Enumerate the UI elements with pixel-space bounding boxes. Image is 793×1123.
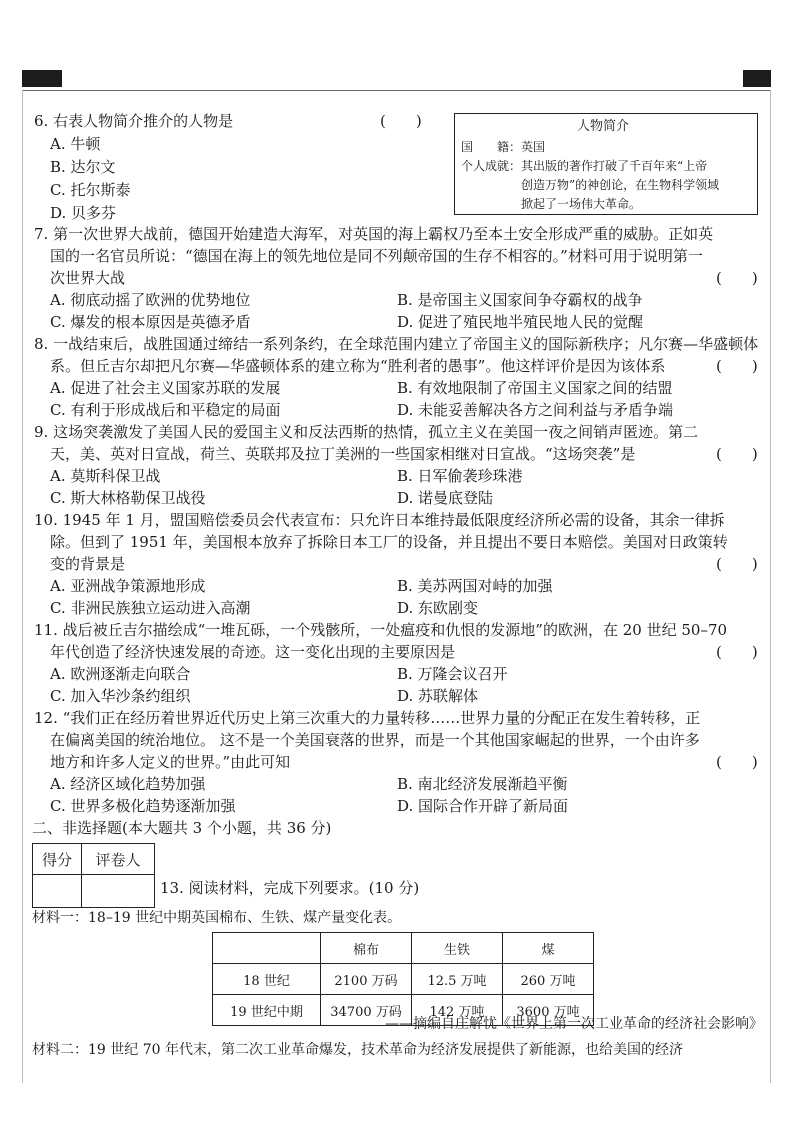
table-cell: 3600 万吨 — [503, 995, 594, 1026]
q7-line2: 国的一名官员所说：“德国在海上的领先地位是同不列颠帝国的生存不相容的。”材料可用于说明第一 — [50, 247, 703, 265]
q8-option-b: B. 有效地限制了帝国主义国家之间的结盟 — [397, 379, 673, 397]
q12-option-b: B. 南北经济发展渐趋平衡 — [397, 775, 568, 793]
right-border — [770, 90, 771, 1083]
q7-option-a: A. 彻底动摇了欧洲的优势地位 — [50, 291, 251, 309]
q10-option-d: D. 东欧剧变 — [397, 599, 479, 617]
profile-achievement-line2: 创造万物”的神创论，在生物科学领域 — [521, 178, 720, 192]
grader-header: 评卷人 — [82, 844, 155, 875]
q12-line1: 12. “我们正在经历着世界近代历史上第三次重大的力量转移……世界力量的分配正在发生着转移，正 — [34, 709, 701, 727]
q6-option-d: D. 贝多芬 — [50, 204, 117, 222]
profile-achievement-line1: 个人成就：其出版的著作打破了千百年来“上帝 — [461, 159, 708, 173]
q13-stem: 13. 阅读材料，完成下列要求。(10 分) — [160, 879, 420, 897]
q6-option-c: C. 托尔斯泰 — [50, 181, 131, 199]
source-citation: ——摘编自庄解忧《世界上第一次工业革命的经济社会影响》 — [385, 1016, 763, 1032]
table-cell: 142 万吨 — [412, 995, 503, 1026]
q8-answer-paren: ( ) — [716, 357, 758, 375]
profile-box — [454, 113, 758, 215]
table-cell: 260 万吨 — [503, 964, 594, 995]
q10-option-a: A. 亚洲战争策源地形成 — [50, 577, 206, 595]
q8-line1: 8. 一战结束后，战胜国通过缔结一系列条约，在全球范围内建立了帝国主义的国际新秩序；凡尔赛—华盛顿体 — [34, 335, 759, 353]
q12-option-a: A. 经济区域化趋势加强 — [50, 775, 206, 793]
registration-mark-left — [22, 70, 62, 87]
table-cell: 12.5 万吨 — [412, 964, 503, 995]
table-header-cell: 煤 — [503, 933, 594, 964]
score-header: 得分 — [33, 844, 82, 875]
profile-nationality: 国 籍：英国 — [461, 140, 546, 154]
material2-text: 材料二：19 世纪 70 年代末，第二次工业革命爆发，技术革命为经济发展提供了新能源，也给美国的经济 — [32, 1042, 683, 1058]
q8-line2: 系。但丘吉尔却把凡尔赛—华盛顿体系的建立称为“胜利者的愚事”。他这样评价是因为该体系 — [50, 357, 666, 375]
q7-line1: 7. 第一次世界大战前，德国开始建造大海军，对英国的海上霸权乃至本土安全形成严重的威胁。正如英 — [34, 225, 714, 243]
q9-option-c: C. 斯大林格勒保卫战役 — [50, 489, 206, 507]
q9-option-b: B. 日军偷袭珍珠港 — [397, 467, 523, 485]
table-cell: 2100 万码 — [321, 964, 412, 995]
q8-option-c: C. 有利于形成战后和平稳定的局面 — [50, 401, 281, 419]
q12-line2: 在偏离美国的统治地位。 这不是一个美国衰落的世界，而是一个其他国家崛起的世界，一个由许多 — [50, 731, 700, 749]
score-box — [32, 843, 155, 908]
q9-answer-paren: ( ) — [716, 445, 758, 463]
q9-line2: 天，美、英对日宣战，荷兰、英联邦及拉丁美洲的一些国家相继对日宣战。“这场突袭”是 — [50, 445, 636, 463]
q11-line2: 年代创造了经济快速发展的奇迹。这一变化出现的主要原因是 — [50, 643, 456, 661]
q11-option-b: B. 万隆会议召开 — [397, 665, 508, 683]
q11-option-d: D. 苏联解体 — [397, 687, 479, 705]
q7-option-d: D. 促进了殖民地半殖民地人民的觉醒 — [397, 313, 644, 331]
table-row — [213, 964, 594, 995]
q7-answer-paren: ( ) — [716, 269, 758, 287]
q9-option-d: D. 诺曼底登陆 — [397, 489, 494, 507]
q12-option-c: C. 世界多极化趋势逐渐加强 — [50, 797, 236, 815]
profile-title: 人物简介 — [577, 119, 630, 134]
q6-option-b: B. 达尔文 — [50, 158, 116, 176]
table-header-cell — [213, 933, 321, 964]
table-cell: 18 世纪 — [213, 964, 321, 995]
score-cell[interactable] — [33, 875, 82, 908]
production-table — [212, 932, 594, 1026]
q11-answer-paren: ( ) — [716, 643, 758, 661]
table-cell: 34700 万码 — [321, 995, 412, 1026]
q12-option-d: D. 国际合作开辟了新局面 — [397, 797, 569, 815]
q8-option-d: D. 未能妥善解决各方之间利益与矛盾争端 — [397, 401, 674, 419]
q6-option-a: A. 牛顿 — [50, 135, 101, 153]
q7-option-b: B. 是帝国主义国家间争夺霸权的战争 — [397, 291, 643, 309]
material1-heading: 材料一：18–19 世纪中期英国棉布、生铁、煤产量变化表。 — [32, 910, 402, 926]
q6-stem: 6. 右表人物简介推介的人物是 — [34, 112, 234, 130]
table-header-cell: 生铁 — [412, 933, 503, 964]
q10-line3: 变的背景是 — [50, 555, 126, 573]
q8-option-a: A. 促进了社会主义国家苏联的发展 — [50, 379, 281, 397]
q11-line1: 11. 战后被丘吉尔描绘成“一堆瓦砾，一个残骸所，一处瘟疫和仇恨的发源地”的欧洲，在 20 世纪 50–70 — [34, 621, 728, 639]
q9-option-a: A. 莫斯科保卫战 — [50, 467, 161, 485]
q10-answer-paren: ( ) — [716, 555, 758, 573]
q7-line3: 次世界大战 — [50, 269, 126, 287]
q7-option-c: C. 爆发的根本原因是英德矛盾 — [50, 313, 251, 331]
table-header-row — [213, 933, 594, 964]
q12-line3: 地方和许多人定义的世界。”由此可知 — [50, 753, 291, 771]
profile-achievement-line3: 掀起了一场伟大革命。 — [521, 197, 642, 211]
q10-option-c: C. 非洲民族独立运动进入高潮 — [50, 599, 251, 617]
q12-answer-paren: ( ) — [716, 753, 758, 771]
grader-cell[interactable] — [82, 875, 155, 908]
top-border — [22, 90, 771, 91]
table-cell: 19 世纪中期 — [213, 995, 321, 1026]
registration-mark-right — [743, 70, 771, 87]
q10-line2: 除。但到了 1951 年，美国根本放弃了拆除日本工厂的设备，并且提出不要日本赔偿。美国对日政策转 — [50, 533, 728, 551]
q9-line1: 9. 这场突袭激发了美国人民的爱国主义和反法西斯的热情，孤立主义在美国一夜之间销声匿迹。第二 — [34, 423, 699, 441]
q11-option-a: A. 欧洲逐渐走向联合 — [50, 665, 191, 683]
q11-option-c: C. 加入华沙条约组织 — [50, 687, 191, 705]
q6-answer-paren: ( ) — [380, 112, 422, 130]
table-header-cell: 棉布 — [321, 933, 412, 964]
left-border — [22, 90, 23, 1083]
q10-line1: 10. 1945 年 1 月，盟国赔偿委员会代表宣布：只允许日本维持最低限度经济所必需的设备，其余一律拆 — [34, 511, 725, 529]
q10-option-b: B. 美苏两国对峙的加强 — [397, 577, 553, 595]
section-heading: 二、非选择题(本大题共 3 个小题，共 36 分) — [32, 819, 332, 837]
